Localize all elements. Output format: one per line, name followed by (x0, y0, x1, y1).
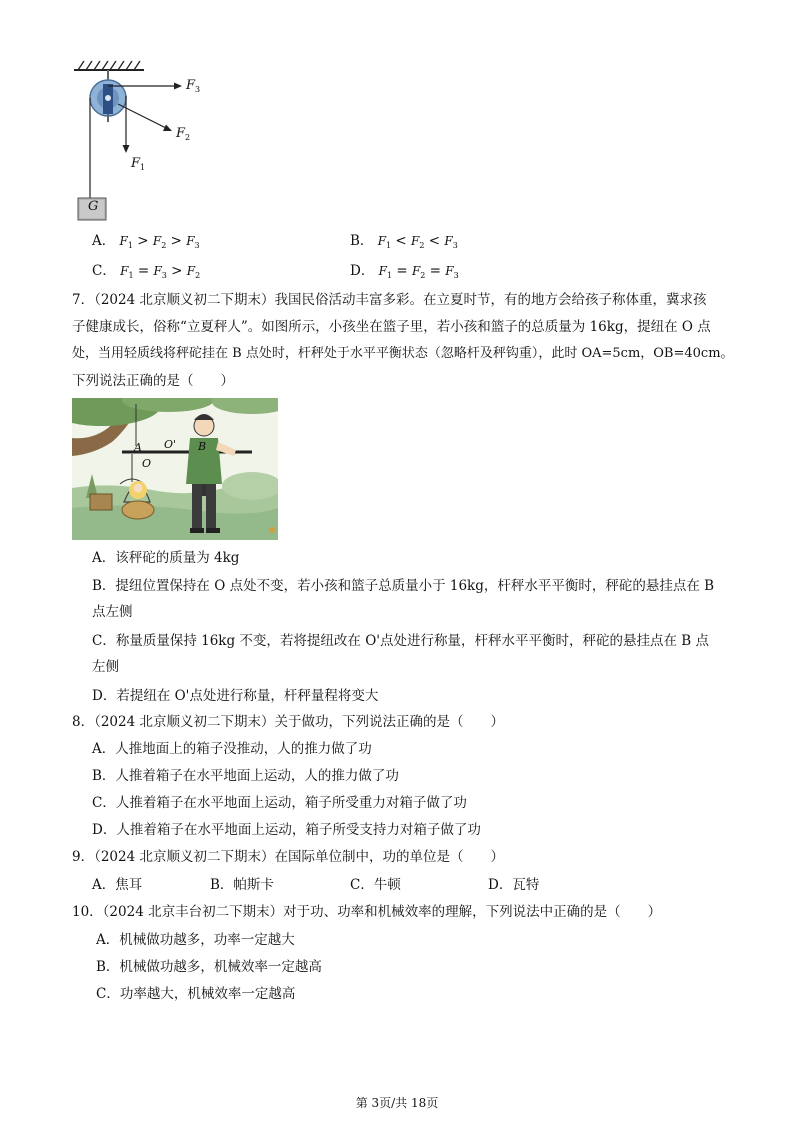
q9-option-b[interactable]: B．帕斯卡 (210, 877, 274, 893)
q8-stem: 8．（2024 北京顺义初二下期末）关于做功，下列说法正确的是（ ） (72, 714, 504, 730)
q7-stem-line1: 7．（2024 北京顺义初二下期末）我国民俗活动丰富多彩。在立夏时节，有的地方会给孩子称体重，冀求孩 (72, 292, 707, 308)
q7-stem-line2: 子健康成长，俗称“立夏秤人”。如图所示，小孩坐在篮子里，若小孩和篮子的总质量为 16kg，提纽在 O 点 (72, 319, 711, 335)
q8-option-a[interactable]: A．人推地面上的箱子没推动，人的推力做了功 (92, 741, 372, 757)
q7-option-d[interactable]: D．若提纽在 O'点处进行称量，杆秤量程将变大 (92, 688, 379, 704)
f2-label: $F_2$ (176, 126, 191, 142)
q8-option-d[interactable]: D．人推着箱子在水平地面上运动，箱子所受支持力对箱子做了功 (92, 822, 481, 838)
point-o-label: O (142, 457, 152, 470)
f3-label: $F_3$ (186, 78, 201, 94)
point-o-prime-label: O' (164, 438, 177, 451)
q6-option-c[interactable]: C． $F_1 = F_3 > F_2$ (92, 263, 201, 280)
q10-option-c[interactable]: C．功率越大，机械效率一定越高 (96, 986, 296, 1002)
point-b-label: B (198, 440, 207, 453)
q8-option-c[interactable]: C．人推着箱子在水平地面上运动，箱子所受重力对箱子做了功 (92, 795, 467, 811)
q7-option-c-cont: 左侧 (92, 659, 119, 675)
q7-option-c[interactable]: C．称量质量保持 16kg 不变，若将提纽改在 O'点处进行称量，杆秤水平平衡时，秤砣的悬挂点在 B 点 (92, 633, 709, 649)
point-a-label: A (134, 441, 142, 454)
q6-option-b[interactable]: B． $F_1 < F_2 < F_3$ (350, 233, 458, 250)
q8-option-b[interactable]: B．人推着箱子在水平地面上运动，人的推力做了功 (92, 768, 399, 784)
q7-option-b-cont: 点左侧 (92, 604, 133, 620)
steelyard-illustration (72, 398, 278, 540)
q10-option-b[interactable]: B．机械做功越多，机械效率一定越高 (96, 959, 322, 975)
q7-stem-line4: 下列说法正确的是（ ） (72, 373, 234, 389)
page-footer: 第 3页/共 18页 (355, 1096, 439, 1110)
f1-label: $F_1$ (131, 156, 146, 172)
q10-option-a[interactable]: A．机械做功越多，功率一定越大 (96, 932, 295, 948)
q7-option-a[interactable]: A．该秤砣的质量为 4kg (92, 550, 240, 566)
q7-stem-line3: 处，当用轻质线将秤砣挂在 B 点处时，杆秤处于水平平衡状态（忽略杆及秤钩重），此时 OA=5cm，OB=40cm。 (72, 346, 734, 361)
q9-option-d[interactable]: D．瓦特 (488, 877, 540, 893)
g-label: G (88, 199, 99, 214)
q6-option-a[interactable]: A． $F_1 > F_2 > F_3$ (92, 233, 200, 250)
q10-stem: 10．（2024 北京丰台初二下期末）对于功、功率和机械效率的理解，下列说法中正确的是（ ） (72, 904, 662, 920)
q6-option-d[interactable]: D． $F_1 = F_2 = F_3$ (350, 263, 459, 280)
q9-option-c[interactable]: C．牛顿 (350, 877, 401, 893)
q9-option-a[interactable]: A．焦耳 (92, 877, 143, 893)
q7-option-b[interactable]: B．提纽位置保持在 O 点处不变，若小孩和篮子总质量小于 16kg，杆秤水平平衡时，秤砣的悬挂点在 B (92, 578, 715, 594)
q9-stem: 9．（2024 北京顺义初二下期末）在国际单位制中，功的单位是（ ） (72, 849, 504, 865)
